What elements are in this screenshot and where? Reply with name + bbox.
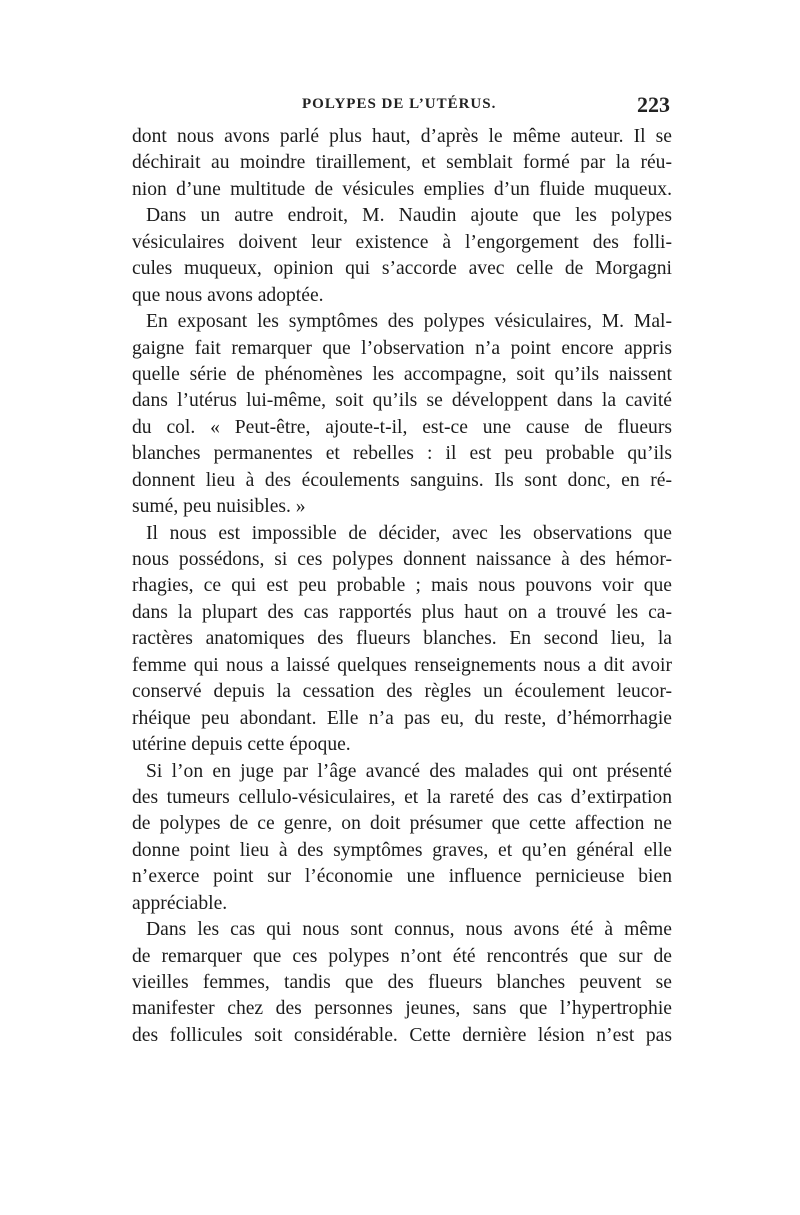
text-line: des follicules soit considérable. Cette dernière lésion n’est pas — [132, 1024, 672, 1046]
text-line: ractères anatomiques des flueurs blanches. En second lieu, la — [132, 628, 672, 650]
running-header — [132, 92, 670, 120]
paragraph — [132, 917, 672, 1049]
text-line: n’exerce point sur l’économie une influence pernicieuse bien — [132, 866, 672, 888]
text-line: que nous avons adoptée. — [132, 284, 324, 306]
text-line: femme qui nous a laissé quelques renseignements nous a dit avoir — [132, 654, 672, 676]
text-line: nion d’une multitude de vésicules emplies d’un fluide muqueux. — [132, 178, 672, 200]
paragraph — [132, 759, 672, 918]
text-line: donnent lieu à des écoulements sanguins. Ils sont donc, en ré- — [132, 469, 672, 491]
text-line: donne point lieu à des symptômes graves, et qu’en général elle — [132, 839, 672, 861]
text-line: dans l’utérus lui-même, soit qu’ils se développent dans la cavité — [132, 390, 672, 412]
text-line: En exposant les symptômes des polypes vésiculaires, M. Mal- — [146, 311, 672, 333]
text-line: utérine depuis cette époque. — [132, 734, 351, 756]
text-line: de remarquer que ces polypes n’ont été rencontrés que sur de — [132, 945, 672, 967]
text-line: rhéique peu abondant. Elle n’a pas eu, du reste, d’hémorrhagie — [132, 707, 672, 729]
text-line: dont nous avons parlé plus haut, d’après le même auteur. Il se — [132, 126, 672, 147]
text-line: vésiculaires doivent leur existence à l’engorgement des folli- — [132, 231, 672, 253]
text-line: rhagies, ce qui est peu probable ; mais nous pouvons voir que — [132, 575, 672, 597]
text-line: blanches permanentes et rebelles : il est peu probable qu’ils — [132, 443, 672, 465]
text-line: dans la plupart des cas rapportés plus haut on a trouvé les ca- — [132, 601, 672, 623]
text-line: sumé, peu nuisibles. » — [132, 496, 306, 518]
text-line: Dans un autre endroit, M. Naudin ajoute que les polypes — [146, 205, 672, 227]
text-line: des tumeurs cellulo-vésiculaires, et la rareté des cas d’extirpation — [132, 786, 672, 808]
paragraph — [132, 521, 672, 759]
running-title: POLYPES DE L’UTÉRUS. — [302, 96, 497, 112]
text-line: conservé depuis la cessation des règles un écoulement leucor- — [132, 681, 672, 703]
text-line: déchirait au moindre tiraillement, et semblait formé par la réu- — [132, 152, 672, 174]
text-line: nous possédons, si ces polypes donnent naissance à des hémor- — [132, 549, 672, 570]
text-line: Si l’on en juge par l’âge avancé des malades qui ont présenté — [146, 760, 672, 782]
text-line: cules muqueux, opinion qui s’accorde avec celle de Morgagni — [132, 258, 672, 280]
text-line: quelle série de phénomènes les accompagne, soit qu’ils naissent — [132, 363, 672, 385]
text-line: du col. « Peut-être, ajoute-t-il, est-ce une cause de flueurs — [132, 416, 672, 438]
text-line: vieilles femmes, tandis que des flueurs blanches peuvent se — [132, 972, 672, 993]
text-line: de polypes de ce genre, on doit présumer que cette affection ne — [132, 813, 672, 835]
text-line: manifester chez des personnes jeunes, sans que l’hypertrophie — [132, 998, 672, 1020]
body-text — [132, 124, 672, 1049]
paragraph — [132, 124, 672, 203]
text-line: Il nous est impossible de décider, avec les observations que — [146, 522, 672, 544]
paragraph — [132, 203, 672, 309]
paragraph — [132, 309, 672, 521]
text-line: gaigne fait remarquer que l’observation n’a point encore appris — [132, 337, 672, 359]
text-line: Dans les cas qui nous sont connus, nous avons été à même — [146, 919, 672, 941]
page-number: 223 — [637, 92, 670, 117]
text-line: appréciable. — [132, 892, 228, 914]
